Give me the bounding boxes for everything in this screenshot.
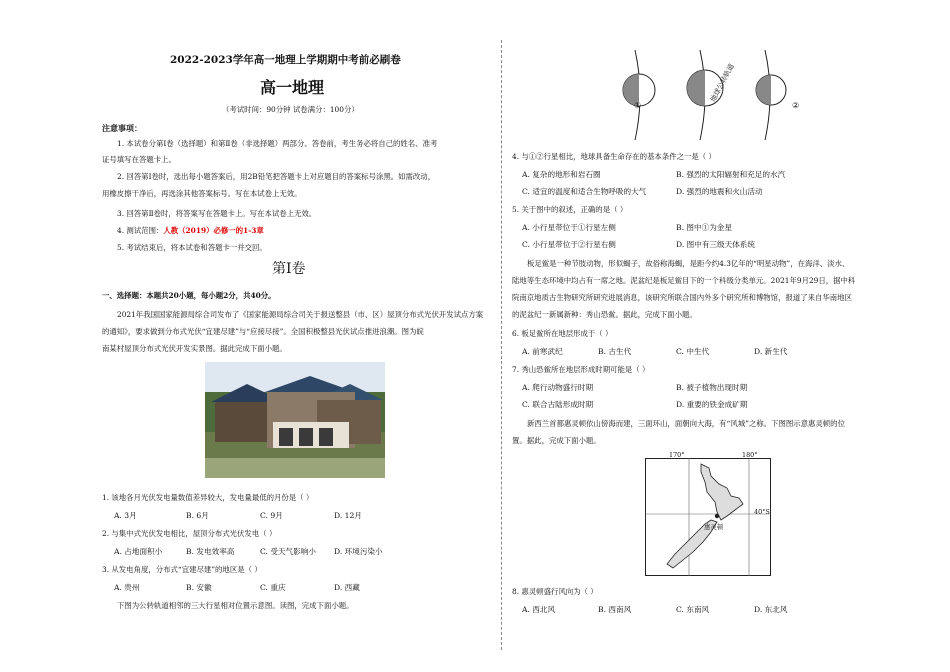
new-zealand-map [645, 458, 771, 576]
q6-option-a: A. 前寒武纪 [522, 347, 563, 356]
q8-option-a: A. 西北风 [522, 605, 556, 614]
q3-option-d: D. 西藏 [334, 583, 360, 592]
q7-option-a: A. 爬行动物盛行时期 [522, 383, 594, 392]
q1-option-d: D. 12月 [334, 511, 362, 520]
map-lon-170: 170° [669, 451, 685, 459]
planet-2-label: ② [792, 101, 800, 110]
passage1-line1: 2021年我国国家能源局综合司发布了《国家能源局综合司关于报送整县（市、区）屋顶分布式光伏开发试点方案 [117, 310, 484, 319]
note-2b: 用橡皮擦干净后，再选涂其他答案标号。写在本试卷上无效。 [102, 189, 302, 198]
exam-subtitle: 2022-2023学年高一地理上学期期中考前必刷卷 [170, 54, 401, 66]
q5-stem: 5. 关于图中的叙述，正确的是（ ） [512, 205, 628, 214]
q3-stem: 3. 从发电角度，分布式“宜建尽建”的地区是（ ） [102, 565, 262, 574]
q2-option-b: B. 发电效率高 [186, 547, 235, 556]
note-4-prefix: 4. 测试范围： [117, 226, 164, 235]
passage3-line1: 板足鲎是一种节肢动物，形似蝎子，故俗称海蝎，是距今约4.3亿年的“明星动物”，在海洋、淡水、 [527, 259, 850, 268]
q6-stem: 6. 板足鲎所在地层形成于（ ） [512, 329, 613, 338]
passage3-line3: 院南京地质古生物研究所研究进展消息，该研究所联合国内外多个研究所和博物馆，报道了来自华南地区 [512, 293, 852, 302]
passage1-line2: 的通知》，要求做到分布式光伏“宜建尽建”与“应接尽接”。全国积极整县光伏试点推进浪潮。图为皖 [102, 327, 424, 336]
q4-option-b: B. 强烈的太阳辐射和充足的水汽 [676, 170, 786, 179]
q6-option-d: D. 新生代 [754, 347, 788, 356]
q4-option-c: C. 适宜的温度和适合生物呼吸的大气 [522, 187, 647, 196]
q2-option-d: D. 环境污染小 [334, 547, 383, 556]
q5-option-b: B. 图中①为金星 [676, 223, 732, 232]
q2-option-a: A. 占地面积小 [114, 547, 163, 556]
q5-option-c: C. 小行星带位于②行星右侧 [522, 240, 616, 249]
q4-option-a: A. 复杂的地形和岩石圈 [522, 170, 601, 179]
q8-option-d: D. 东北风 [754, 605, 788, 614]
exam-meta: （考试时间：90分钟 试卷满分：100分） [222, 105, 359, 114]
passage3-line4: 的泥盆纪一新属新种：秀山恐鲎。据此，完成下面小题。 [512, 310, 697, 319]
q7-option-d: D. 重要的铁金成矿期 [676, 400, 748, 409]
q8-option-c: C. 东南风 [676, 605, 710, 614]
q1-option-a: A. 3月 [114, 511, 137, 520]
notes-heading: 注意事项： [102, 123, 142, 133]
section-heading: 一、选择题：本题共20小题，每小题2分，共40分。 [102, 291, 276, 300]
q7-stem: 7. 秀山恐鲎所在地层形成时期可能是（ ） [512, 365, 650, 374]
q8-option-b: B. 西南风 [598, 605, 632, 614]
note-4-range: 人教（2019）必修一的1-3章 [163, 226, 264, 235]
q5-option-d: D. 图中有三级天体系统 [676, 240, 755, 249]
q6-option-b: B. 古生代 [598, 347, 632, 356]
q7-option-c: C. 联合古陆形成时期 [522, 400, 594, 409]
passage2: 下图为公转轨道相邻的三大行星相对位置示意图。读图，完成下面小题。 [117, 601, 354, 610]
passage4-line1: 新西兰首都惠灵顿依山傍海而建，三面环山，面朝向大海，有“风城”之称。下图图示意惠灵顿的位 [527, 419, 845, 428]
q2-stem: 2. 与集中式光伏发电相比，屋顶分布式光伏发电（ ） [102, 529, 277, 538]
q2-option-c: C. 受天气影响小 [260, 547, 316, 556]
note-3: 3. 回答第Ⅱ卷时，将答案写在答题卡上。写在本试卷上无效。 [117, 209, 317, 218]
q3-option-a: A. 贵州 [114, 583, 140, 592]
note-2a: 2. 回答第Ⅰ卷时，选出每小题答案后，用2B铅笔把答题卡上对应题目的答案标号涂黑。如需改动， [117, 172, 436, 181]
q1-option-c: C. 9月 [260, 511, 283, 520]
map-lat-40s: 40°S [754, 508, 770, 516]
q6-option-c: C. 中生代 [676, 347, 710, 356]
note-5: 5. 考试结束后，将本试卷和答题卡一并交回。 [117, 243, 267, 252]
q3-option-c: C. 重庆 [260, 583, 286, 592]
passage1-line3: 南某村屋顶分布式光伏开发实景图。据此完成下面小题。 [102, 344, 287, 353]
note-4 [117, 227, 264, 234]
page-title: 高一地理 [260, 78, 325, 97]
passage4-line2: 置。据此，完成下面小题。 [512, 436, 601, 445]
q5-option-a: A. 小行星带位于①行星左侧 [522, 223, 616, 232]
q7-option-b: B. 被子植物出现时期 [676, 383, 748, 392]
earth-orbit-label: 地球公转轨道 [709, 62, 736, 104]
solar-roof-photo [205, 362, 385, 478]
map-lon-180: 180° [742, 451, 758, 459]
q3-option-b: B. 安徽 [186, 583, 212, 592]
q8-stem: 8. 惠灵顿盛行风向为（ ） [512, 587, 598, 596]
q1-option-b: B. 6月 [186, 511, 209, 520]
passage3-line2: 陆地等生态环境中均占有一席之地。泥盆纪是板足鲎目下的一个科级分类单元。2021年9月29日，据中科 [512, 276, 856, 285]
section-title: 第Ⅰ卷 [272, 261, 306, 277]
note-1b: 证号填写在答题卡上。 [102, 155, 176, 164]
q1-stem: 1. 该地各月光伏发电量数值差异较大，发电量最低的月份是（ ） [102, 493, 314, 502]
note-1a: 1. 本试卷分第Ⅰ卷（选择题）和第Ⅱ卷（非选择题）两部分。答卷前，考生务必将自己的姓名、准考 [117, 139, 438, 148]
planet-1-label: ① [634, 101, 642, 110]
q4-stem: 4. 与①②行星相比，地球具备生命存在的基本条件之一是（ ） [512, 152, 716, 161]
column-divider [501, 40, 502, 650]
map-city-wellington: 惠灵顿 [704, 523, 724, 531]
q4-option-d: D. 强烈的地震和火山活动 [676, 187, 763, 196]
